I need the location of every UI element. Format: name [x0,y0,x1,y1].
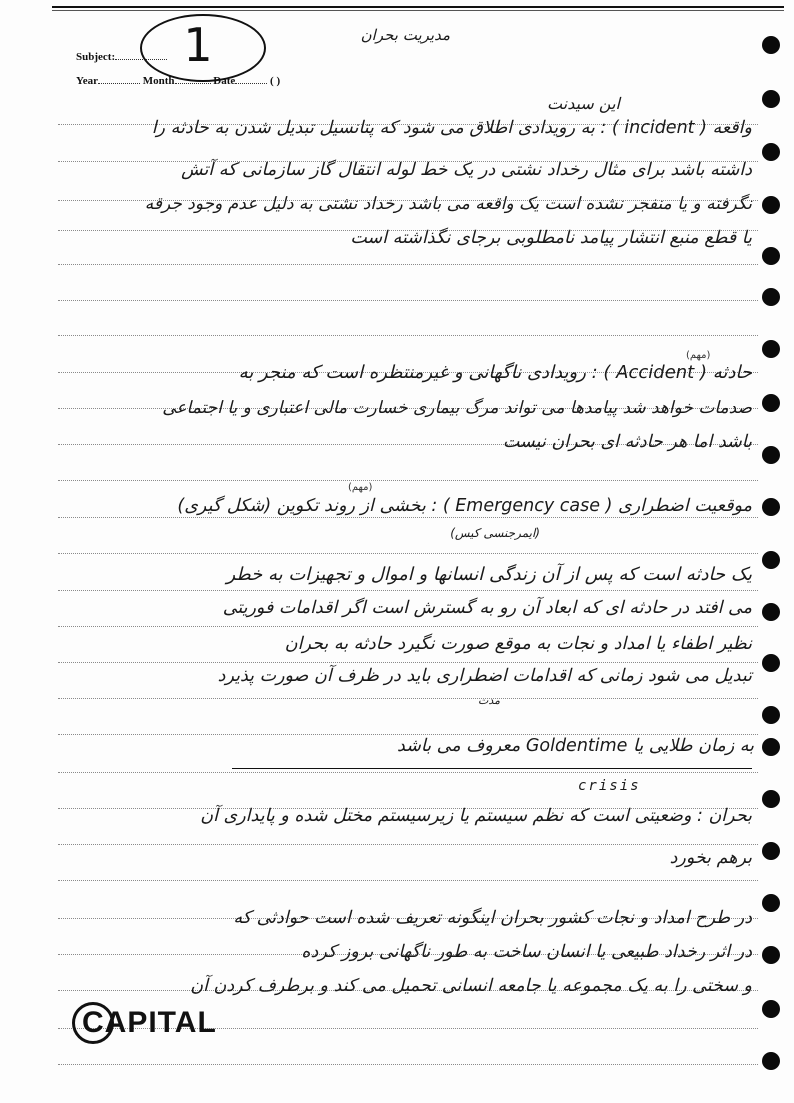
note-line-19: در طرح امداد و نجات کشور بحران اینگونه تعریف شده است حوادثی که [233,908,752,928]
note-line-9: (ایمرجنسی کیس) [450,526,540,540]
note-line-0: این سیدنت [547,94,620,113]
binding-hole [762,706,780,724]
subject-label: Subject: [76,51,116,63]
rule-line [58,335,758,336]
rule-line [58,590,758,591]
binding-hole [762,603,780,621]
page-number: 1 [183,18,213,72]
note-line-2: داشته باشد برای مثال رخداد نشتی در یک خط لوله انتقال گاز سازمانی که آتش [181,160,752,180]
rule-line [58,480,758,481]
binding-hole [762,1000,780,1018]
binding-hole [762,446,780,464]
note-line-13: تبدیل می شود زمانی که اقدامات اضطراری باید در ظرف آن صورت پذیرد [217,666,752,686]
binding-hole [762,1052,780,1070]
important-note-2: (مهم) [348,482,373,493]
binding-hole [762,196,780,214]
binding-hole [762,842,780,860]
binding-hole [762,790,780,808]
note-line-18: برهم بخورد [669,848,752,868]
rule-line [58,734,758,735]
note-line-5: حادثه ( Accident ) : رویدادی ناگهانی و غیرمنتظره است که منجر به [238,362,752,383]
rule-line [58,300,758,301]
binding-hole [762,894,780,912]
rule-line [58,772,758,773]
note-line-20: در اثر رخداد طبیعی یا انسان ساخت به طور ناگهانی بروز کرده [301,942,752,962]
binding-hole [762,654,780,672]
goldentime-underline [232,768,752,769]
note-line-21: و سختی را به یک مجموعه یا جامعه انسانی تحمیل می کند و برطرف کردن آن [190,976,752,996]
binding-hole [762,340,780,358]
note-line-7: باشد اما هر حادثه ای بحران نیست [502,432,752,452]
note-line-8: موقعیت اضطراری ( Emergency case ) : بخشی از روند تکوین (شکل گیری) [177,496,752,516]
note-line-6: صدمات خواهد شد پیامدها می تواند مرگ بیماری خسارت مالی اعتباری و یا اجتماعی [162,398,752,418]
date-dots [235,74,267,84]
rule-line [58,517,758,518]
binding-hole [762,90,780,108]
binding-hole [762,738,780,756]
rule-line [58,264,758,265]
rule-line [58,553,758,554]
note-line-1: واقعه ( incident ) : به رویدادی اطلاق می شود که پتانسیل تبدیل شدن به حادثه را [151,118,752,138]
rule-line [58,698,758,699]
rule-line [58,662,758,663]
date-paren: ( ) [270,75,281,87]
binding-hole [762,946,780,964]
rule-line [58,880,758,881]
note-line-3: نگرفته و یا منفجر نشده است یک واقعه می باشد رخداد نشتی به دلیل عدم وجود جرقه [144,194,752,214]
rule-line [58,1064,758,1065]
note-line-16: crisis [578,778,641,794]
top-border [52,6,784,8]
top-title: مدیریت بحران [360,26,450,44]
top-border-inner [52,10,784,11]
month-label: Month [142,75,175,87]
important-note-1: (مهم) [686,350,711,361]
binding-hole [762,551,780,569]
rule-line [58,844,758,845]
binding-hole [762,288,780,306]
note-line-14: مدت [477,694,500,707]
capital-logo [72,1000,217,1048]
note-line-15: به زمان طلایی یا Goldentime معروف می باشد [397,736,754,756]
binding-hole [762,247,780,265]
note-line-11: می افتد در حادثه ای که ابعاد آن رو به گسترش است اگر اقدامات فوریتی [222,598,752,618]
year-label: Year [76,75,98,87]
binding-hole [762,394,780,412]
binding-hole [762,498,780,516]
logo-text: CAPITAL [82,1006,217,1039]
note-line-10: یک حادثه است که پس از آن زندگی انسانها و اموال و تجهیزات به خطر [226,564,752,585]
note-line-4: یا قطع منبع انتشار پیامد نامطلوبی برجای نگذاشته است [350,228,752,248]
binding-hole [762,36,780,54]
binding-hole [762,143,780,161]
date-label: Date [213,75,236,87]
note-line-12: نظیر اطفاء یا امداد و نجات به موقع صورت نگیرد حادثه به بحران [284,634,752,654]
rule-line [58,626,758,627]
note-line-17: بحران : وضعیتی است که نظم سیستم یا زیرسیستم مختل شده و پایداری آن [200,806,752,826]
year-dots [98,74,140,84]
